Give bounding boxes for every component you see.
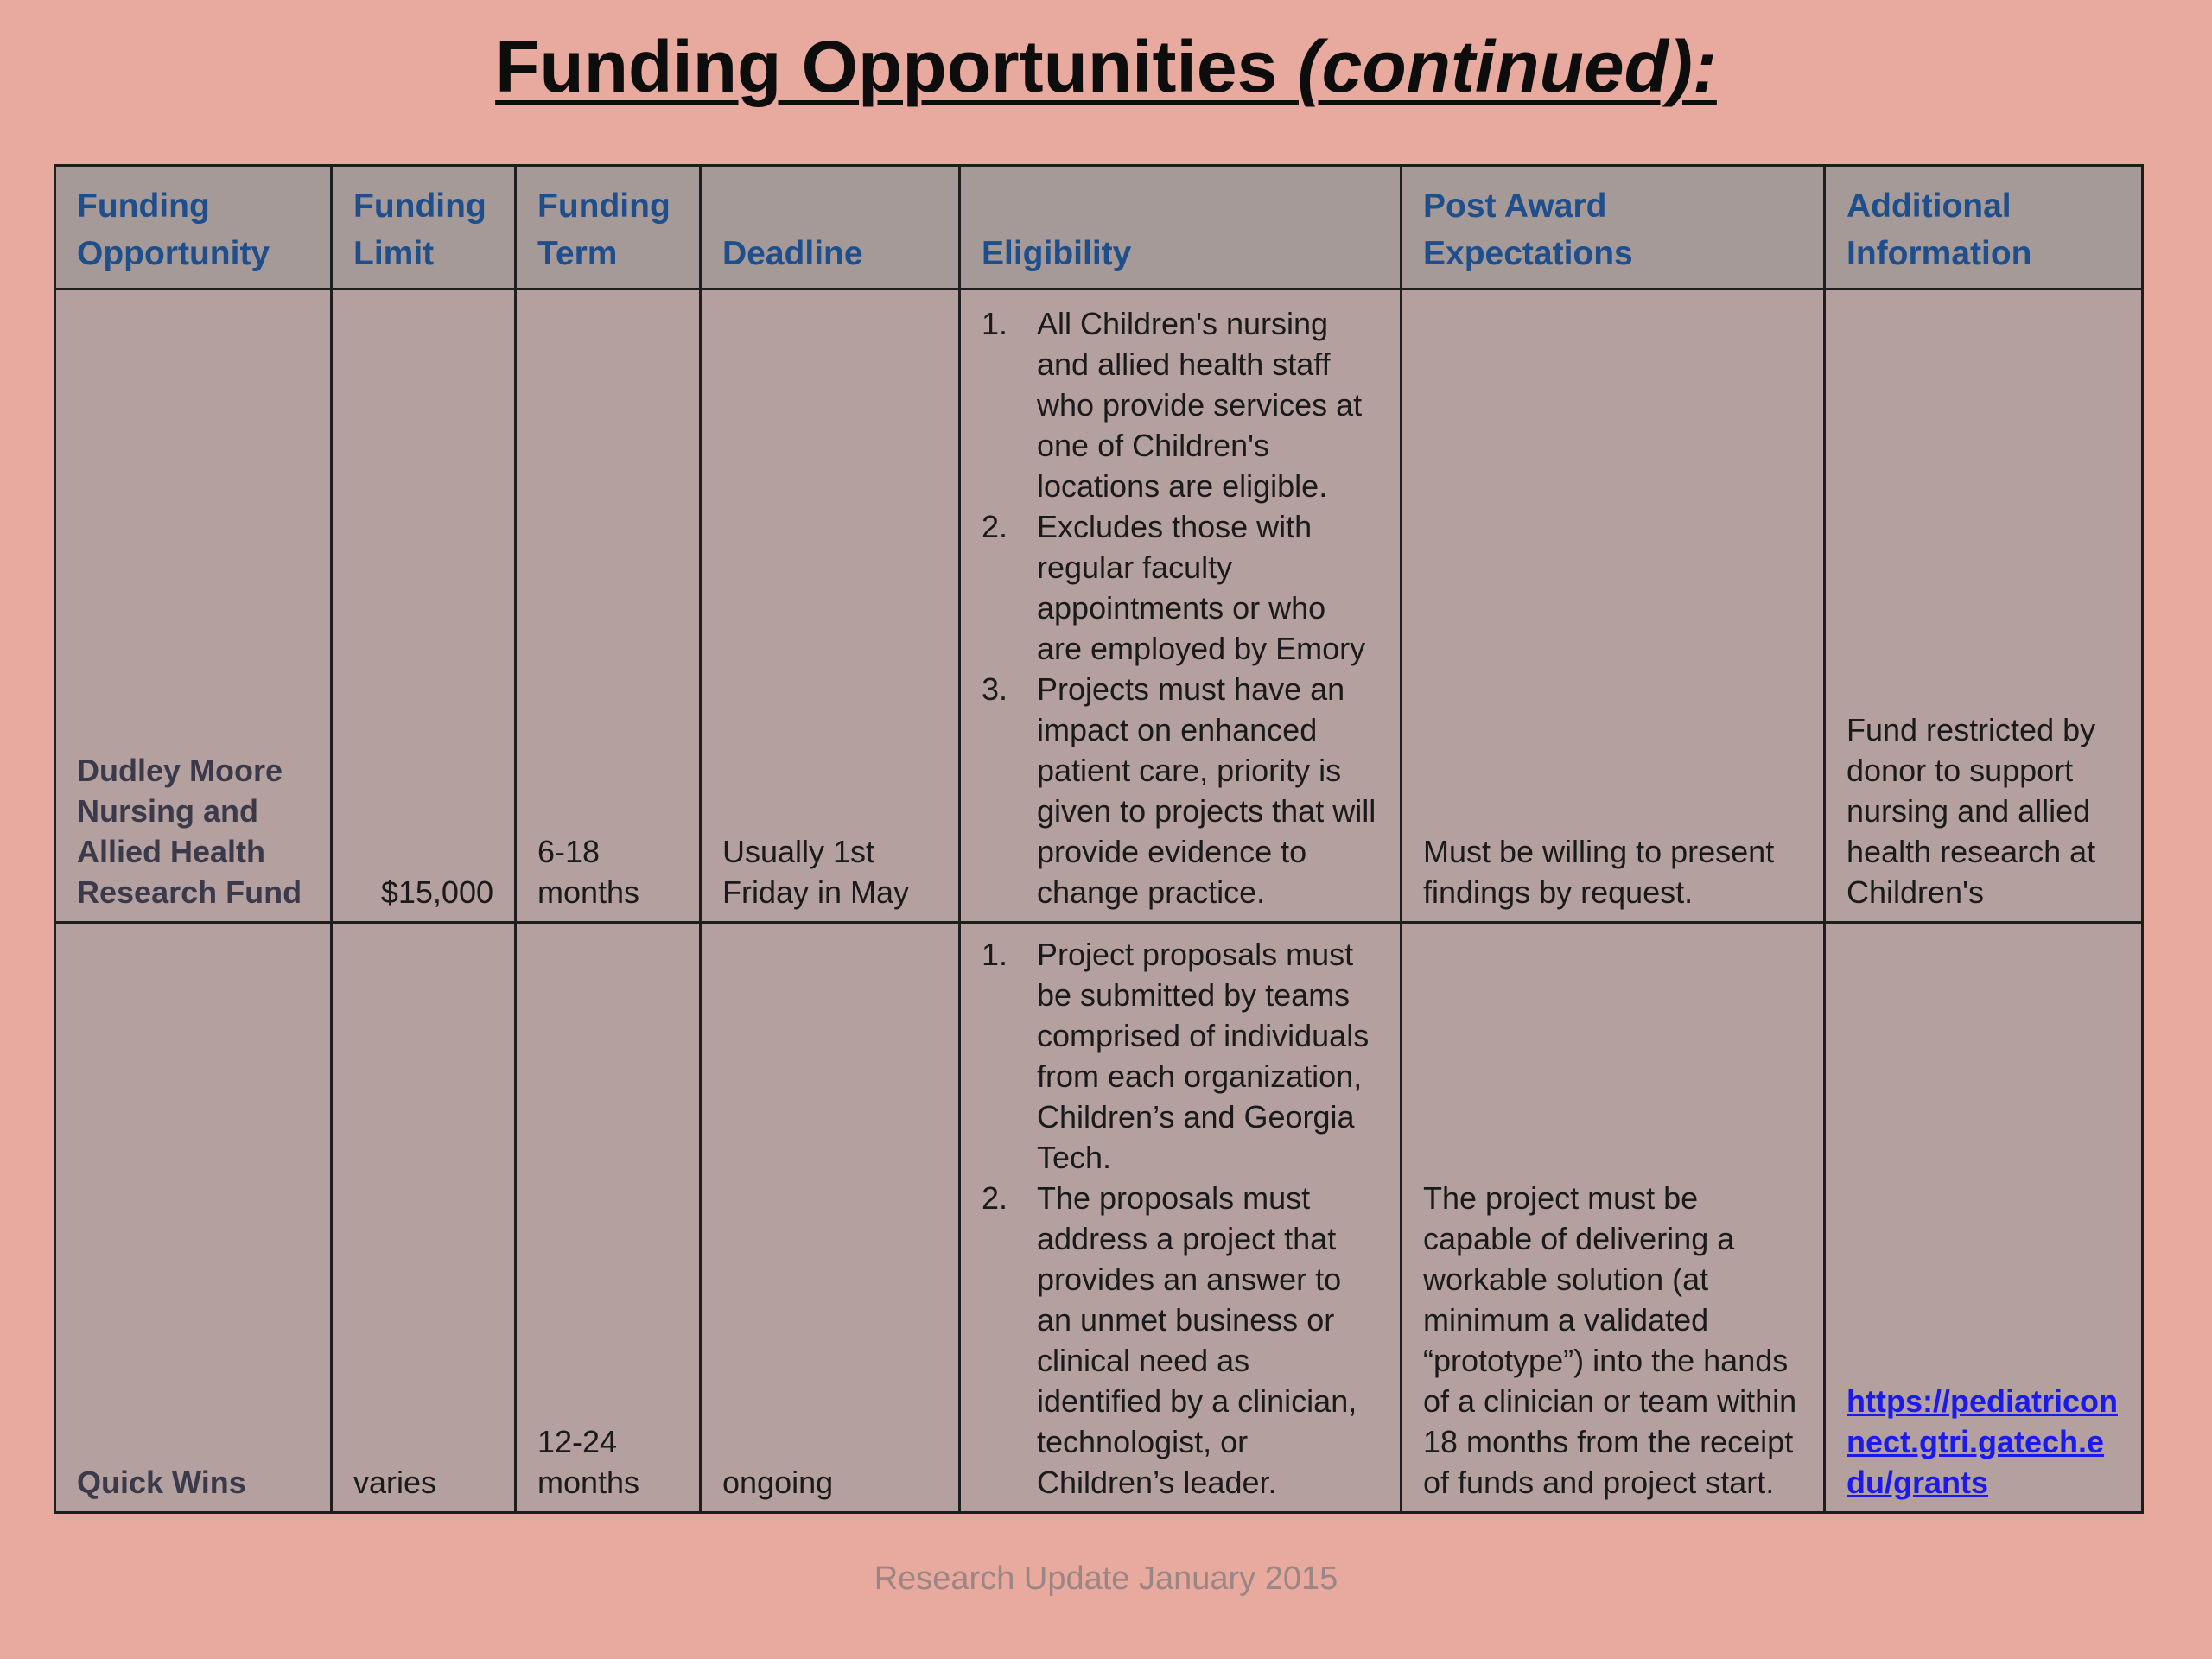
- header-eligibility: Eligibility: [960, 166, 1402, 289]
- cell-term: 12-24 months: [516, 923, 701, 1513]
- cell-deadline: ongoing: [701, 923, 960, 1513]
- header-additional-information: Additional Information: [1825, 166, 2143, 289]
- list-text: All Children's nursing and allied health staff who provide services at one of Children's locations are eligible.: [1037, 306, 1363, 504]
- list-number: 1.: [982, 306, 1008, 341]
- cell-eligibility: [960, 923, 1402, 1513]
- list-number: 2.: [982, 509, 1008, 544]
- cell-additional: [1825, 923, 2143, 1513]
- cell-opportunity: Quick Wins: [55, 923, 332, 1513]
- eligibility-list: [982, 934, 1379, 1503]
- cell-limit: varies: [332, 923, 516, 1513]
- page-title: [495, 19, 1717, 114]
- list-item: [982, 303, 1379, 506]
- cell-limit: $15,000: [332, 289, 516, 923]
- header-post-award-expectations: Post Award Expectations: [1402, 166, 1825, 289]
- cell-opportunity: Dudley Moore Nursing and Allied Health Research Fund: [55, 289, 332, 923]
- list-item: [982, 1178, 1379, 1503]
- cell-term: 6-18 months: [516, 289, 701, 923]
- footer-text: Research Update January 2015: [874, 1560, 1338, 1597]
- list-item: [982, 934, 1379, 1178]
- list-number: 1.: [982, 937, 1008, 972]
- page-title-continued: (continued):: [1297, 26, 1717, 107]
- cell-eligibility: [960, 289, 1402, 923]
- page-title-main: Funding Opportunities: [495, 26, 1298, 107]
- list-number: 3.: [982, 671, 1008, 707]
- list-item: [982, 669, 1379, 912]
- list-item: [982, 506, 1379, 669]
- list-text: Projects must have an impact on enhanced patient care, priority is given to projects that will provide evidence to change practice.: [1037, 671, 1376, 910]
- cell-post-award: Must be willing to present findings by request.: [1402, 289, 1825, 923]
- header-funding-limit: Funding Limit: [332, 166, 516, 289]
- list-text: Project proposals must be submitted by teams comprised of individuals from each organization, Children’s and Georgia Tech.: [1037, 937, 1370, 1175]
- grants-link[interactable]: https://pediatriconnect.gtri.gatech.edu/grants: [1847, 1383, 2118, 1500]
- funding-table: [54, 164, 2144, 1514]
- header-funding-term: Funding Term: [516, 166, 701, 289]
- list-text: Excludes those with regular faculty appointments or who are employed by Emory: [1037, 509, 1366, 666]
- title-wrap: [0, 19, 2212, 114]
- header-deadline: Deadline: [701, 166, 960, 289]
- eligibility-list: [982, 303, 1379, 912]
- cell-additional: Fund restricted by donor to support nursing and allied health research at Children's: [1825, 289, 2143, 923]
- header-funding-opportunity: Funding Opportunity: [55, 166, 332, 289]
- table-row: [55, 923, 2143, 1513]
- cell-deadline: Usually 1st Friday in May: [701, 289, 960, 923]
- table-row: [55, 289, 2143, 923]
- list-number: 2.: [982, 1180, 1008, 1216]
- cell-post-award: The project must be capable of delivering a workable solution (at minimum a validated “prototype”) into the hands of a clinician or team within 18 months from the receipt of funds and project start.: [1402, 923, 1825, 1513]
- table-header-row: [55, 166, 2143, 289]
- list-text: The proposals must address a project that provides an answer to an unmet business or clinical need as identified by a clinician, technologist, or Children’s leader.: [1037, 1180, 1357, 1500]
